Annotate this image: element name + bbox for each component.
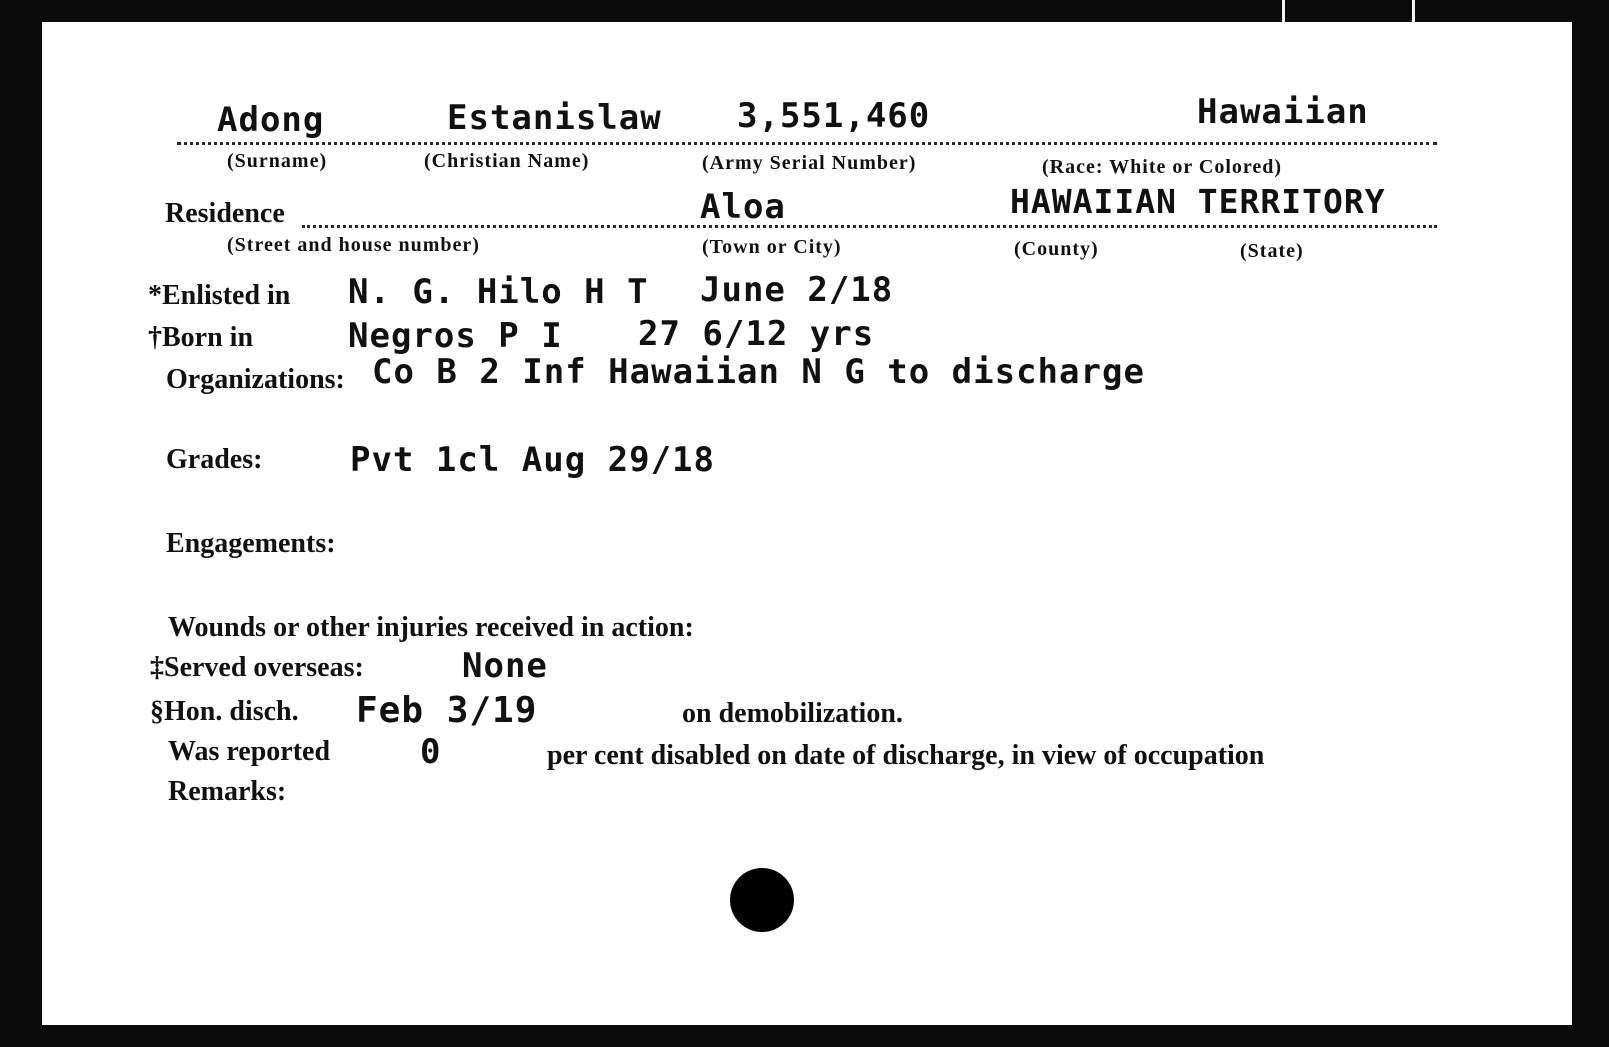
enlisted-place-value: N. G. Hilo H T (348, 272, 649, 312)
service-record-card (42, 22, 1572, 1025)
born-place-value: Negros P I (348, 316, 563, 356)
disability-label: Was reported (168, 736, 331, 767)
army-serial-number-caption: (Army Serial Number) (702, 152, 917, 174)
film-edge-line (1282, 0, 1285, 22)
residence-label: Residence (165, 198, 285, 229)
served-overseas-label: ‡Served overseas: (150, 652, 364, 683)
film-edge-line (1412, 0, 1415, 22)
grades-label: Grades: (166, 444, 263, 475)
grades-value: Pvt 1cl Aug 29/18 (350, 440, 715, 480)
street-caption: (Street and house number) (227, 234, 480, 256)
organizations-label: Organizations: (166, 364, 345, 395)
engagements-label: Engagements: (166, 528, 336, 559)
hon-disch-value: Feb 3/19 (356, 690, 538, 731)
enlisted-date-value: June 2/18 (700, 270, 894, 310)
disability-value: 0 (420, 732, 442, 772)
remarks-label: Remarks: (168, 776, 287, 807)
christian-name-value: Estanislaw (447, 98, 662, 138)
surname-value: Adong (217, 100, 325, 140)
town-value: Aloa (700, 187, 786, 227)
christian-name-caption: (Christian Name) (424, 150, 590, 172)
town-caption: (Town or City) (702, 236, 842, 258)
state-value: HAWAIIAN TERRITORY (1010, 182, 1386, 221)
name-row-rule (177, 142, 1437, 145)
race-value: Hawaiian (1197, 92, 1369, 132)
organizations-value: Co B 2 Inf Hawaiian N G to discharge (372, 352, 1145, 392)
born-label: †Born in (148, 322, 254, 353)
surname-caption: (Surname) (227, 150, 328, 172)
punch-hole (730, 868, 794, 932)
born-age-value: 27 6/12 yrs (638, 314, 875, 354)
residence-row-rule (302, 225, 1437, 228)
county-caption: (County) (1014, 238, 1099, 260)
state-caption: (State) (1240, 240, 1304, 262)
hon-disch-suffix: on demobilization. (682, 698, 903, 729)
enlisted-label: *Enlisted in (148, 280, 291, 311)
wounds-label: Wounds or other injuries received in action: (168, 612, 694, 643)
army-serial-number-value: 3,551,460 (737, 96, 931, 136)
served-overseas-value: None (462, 646, 548, 686)
hon-disch-label: §Hon. disch. (150, 696, 299, 727)
race-caption: (Race: White or Colored) (1042, 156, 1283, 178)
disability-suffix: per cent disabled on date of discharge, in view of occupation (547, 740, 1265, 771)
